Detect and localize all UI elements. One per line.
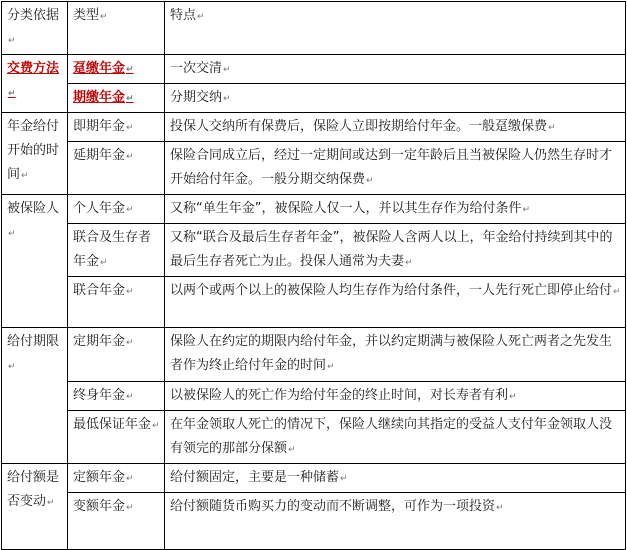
header-basis: 分类依据↵ — [2, 2, 68, 55]
table-row — [2, 277, 626, 328]
table-row — [2, 224, 626, 277]
feature-cell: 以被保险人的死亡作为给付年金的终止时间，对长寿者有利↵ — [165, 382, 626, 411]
table-row — [2, 55, 626, 84]
feature-cell: 保险人在约定的期限内给付年金，并以约定期满与被保险人死亡两者之先发生者作为终止给付年金的时间↵ — [165, 328, 626, 382]
table-row — [2, 142, 626, 195]
table-row — [2, 84, 626, 113]
feature-cell: 给付额随货币购买力的变动而不断调整，可作为一项投资↵ — [165, 493, 626, 550]
table-row — [2, 195, 626, 224]
table-row — [2, 493, 626, 550]
category-cell: 年金给付开始的时间↵ — [2, 113, 68, 195]
type-cell: 期缴年金↵ — [68, 84, 165, 113]
feature-cell: 在年金领取人死亡的情况下，保险人继续向其指定的受益人支付年金领取人没有领完的那部分保额↵ — [165, 411, 626, 464]
header-row — [2, 2, 626, 55]
feature-cell: 分期交纳↵ — [165, 84, 626, 113]
type-cell: 终身年金↵ — [68, 382, 165, 411]
table-row — [2, 328, 626, 382]
table-row — [2, 382, 626, 411]
type-cell: 即期年金↵ — [68, 113, 165, 142]
table-body — [2, 2, 626, 550]
header-type: 类型↵ — [68, 2, 165, 55]
type-cell: 变额年金↵ — [68, 493, 165, 550]
category-cell: 给付期限↵ — [2, 328, 68, 464]
table-row — [2, 464, 626, 493]
category-cell: 被保险人↵ — [2, 195, 68, 328]
type-cell: 最低保证年金↵ — [68, 411, 165, 464]
type-cell: 联合及生存者年金↵ — [68, 224, 165, 277]
feature-cell: 又称“单生年金”，被保险人仅一人，并以其生存作为给付条件↵ — [165, 195, 626, 224]
category-cell: 交费方法↵ — [2, 55, 68, 113]
feature-cell: 保险合同成立后，经过一定期间或达到一定年龄后且当被保险人仍然生存时才开始给付年金。一般分期交纳保费↵ — [165, 142, 626, 195]
type-cell: 定额年金↵ — [68, 464, 165, 493]
annuity-classification-table — [1, 1, 626, 550]
type-cell: 联合年金↵ — [68, 277, 165, 328]
type-cell: 趸缴年金↵ — [68, 55, 165, 84]
feature-cell: 投保人交纳所有保费后，保险人立即按期给付年金。一般趸缴保费↵ — [165, 113, 626, 142]
table-row — [2, 411, 626, 464]
type-cell: 个人年金↵ — [68, 195, 165, 224]
category-cell: 给付额是否变动↵ — [2, 464, 68, 550]
feature-cell: 给付额固定，主要是一种储蓄↵ — [165, 464, 626, 493]
table-row — [2, 113, 626, 142]
header-feature: 特点↵ — [165, 2, 626, 55]
feature-cell: 以两个或两个以上的被保险人均生存作为给付条件，一人先行死亡即停止给付↵ — [165, 277, 626, 328]
type-cell: 定期年金↵ — [68, 328, 165, 382]
feature-cell: 又称“联合及最后生存者年金”，被保险人含两人以上，年金给付持续到其中的最后生存者死亡为止。投保人通常为夫妻↵ — [165, 224, 626, 277]
feature-cell: 一次交清↵ — [165, 55, 626, 84]
type-cell: 延期年金↵ — [68, 142, 165, 195]
